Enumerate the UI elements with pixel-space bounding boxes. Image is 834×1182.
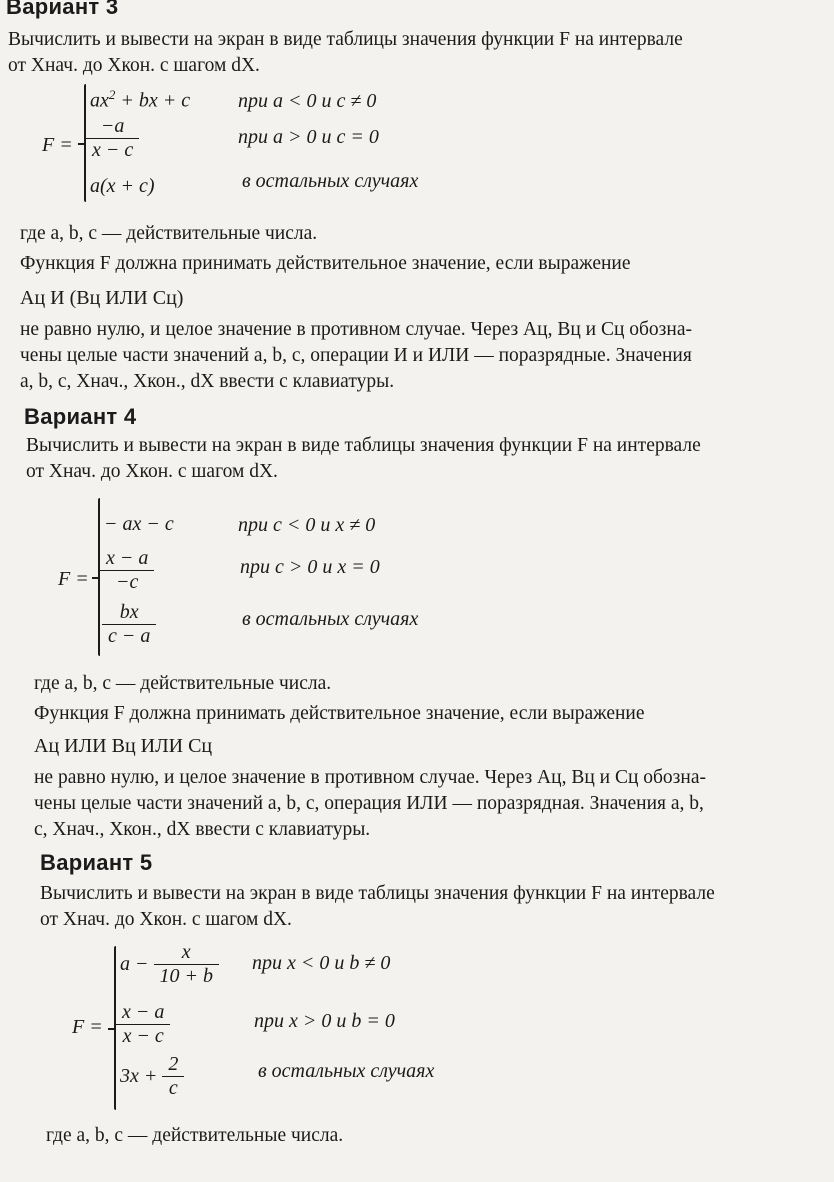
variant4-rest-line1: не равно нулю, и целое значение в противном случае. Через Ац, Вц и Сц обозна-	[34, 767, 706, 788]
condition-1: при x < 0 и b ≠ 0	[252, 952, 391, 974]
variant4-formula	[0, 490, 834, 660]
case-1: − ax − c	[104, 513, 174, 535]
condition-3: в остальных случаях	[258, 1060, 435, 1082]
fraction-denominator: 10 + b	[159, 965, 213, 987]
case-1-prefix: a −	[120, 953, 149, 975]
case-3-prefix: 3x +	[120, 1065, 158, 1087]
fraction-numerator: x − a	[100, 548, 154, 571]
case-1-fraction	[154, 942, 220, 987]
fraction-numerator: −a	[86, 116, 139, 139]
variant5-formula	[0, 936, 834, 1116]
fraction-denominator: c	[168, 1077, 178, 1099]
condition-2: при x > 0 и b = 0	[254, 1010, 395, 1032]
case-3: a(x + c)	[90, 175, 155, 197]
variant4-task-line2: от Хнач. до Хкон. с шагом dX.	[26, 461, 278, 482]
variant3-task-line1: Вычислить и вывести на экран в виде таблицы значения функции F на интервале	[8, 29, 683, 50]
variant3-expression: Ац И (Вц ИЛИ Сц)	[20, 287, 184, 309]
variant4-rest-line3: c, Хнач., Хкон., dX ввести с клавиатуры.	[34, 819, 371, 840]
formula-label: F =	[58, 568, 89, 590]
formula-label: F =	[72, 1016, 103, 1038]
case-3	[102, 602, 156, 647]
case-1	[120, 942, 219, 987]
variant3-rest-line2: чены целые части значений a, b, c, операции И и ИЛИ — поразрядные. Значения	[20, 345, 692, 366]
case-2	[116, 1002, 170, 1047]
condition-3: в остальных случаях	[242, 170, 419, 192]
condition-1: при a < 0 и c ≠ 0	[238, 90, 377, 112]
variant4-rest-line2: чены целые части значений a, b, c, операция ИЛИ — поразрядная. Значения a, b,	[34, 793, 704, 814]
formula-label: F =	[42, 134, 73, 156]
case-3-fraction	[162, 1054, 184, 1099]
fraction-numerator: 2	[162, 1054, 184, 1077]
variant3-heading: Вариант 3	[6, 0, 119, 19]
variant3-where: где a, b, c — действительные числа.	[20, 223, 318, 244]
variant3-function-line: Функция F должна принимать действительное значение, если выражение	[20, 253, 631, 274]
variant3-rest-line3: a, b, c, Хнач., Хкон., dX ввести с клавиатуры.	[20, 371, 395, 392]
condition-2: при a > 0 и c = 0	[238, 126, 379, 148]
case-2-fraction	[86, 116, 139, 161]
condition-3: в остальных случаях	[242, 608, 419, 630]
variant4-task-line1: Вычислить и вывести на экран в виде таблицы значения функции F на интервале	[26, 435, 701, 456]
fraction-denominator: x − c	[122, 1025, 164, 1047]
case-2-fraction	[100, 548, 154, 593]
variant3-task-line2: от Хнач. до Хкон. с шагом dX.	[8, 55, 260, 76]
fraction-denominator: −c	[116, 571, 139, 593]
variant4-where: где a, b, c — действительные числа.	[34, 673, 332, 694]
variant3-rest-line1: не равно нулю, и целое значение в противном случае. Через Ац, Вц и Сц обозна-	[20, 319, 692, 340]
fraction-denominator: x − c	[92, 139, 134, 161]
variant5-task-line2: от Хнач. до Хкон. с шагом dX.	[40, 909, 292, 930]
fraction-numerator: bx	[102, 602, 156, 625]
fraction-numerator: x	[154, 942, 220, 965]
fraction-numerator: x − a	[116, 1002, 170, 1025]
variant4-heading: Вариант 4	[24, 404, 137, 429]
variant3-formula	[0, 80, 834, 210]
condition-1: при c < 0 и x ≠ 0	[238, 514, 376, 536]
condition-2: при c > 0 и x = 0	[240, 556, 380, 578]
variant5-task-line1: Вычислить и вывести на экран в виде таблицы значения функции F на интервале	[40, 883, 715, 904]
variant5-where: где a, b, c — действительные числа.	[46, 1125, 344, 1146]
case-2	[86, 116, 139, 161]
case-2	[100, 548, 154, 593]
case-1: $ax^2$ + bx + c	[90, 87, 191, 112]
case-3-fraction	[102, 602, 156, 647]
variant4-function-line: Функция F должна принимать действительное значение, если выражение	[34, 703, 645, 724]
case-3	[120, 1054, 184, 1099]
variant5-heading: Вариант 5	[40, 850, 153, 875]
fraction-denominator: c − a	[108, 625, 151, 647]
case-2-fraction	[116, 1002, 170, 1047]
variant4-expression: Ац ИЛИ Вц ИЛИ Сц	[34, 735, 213, 757]
